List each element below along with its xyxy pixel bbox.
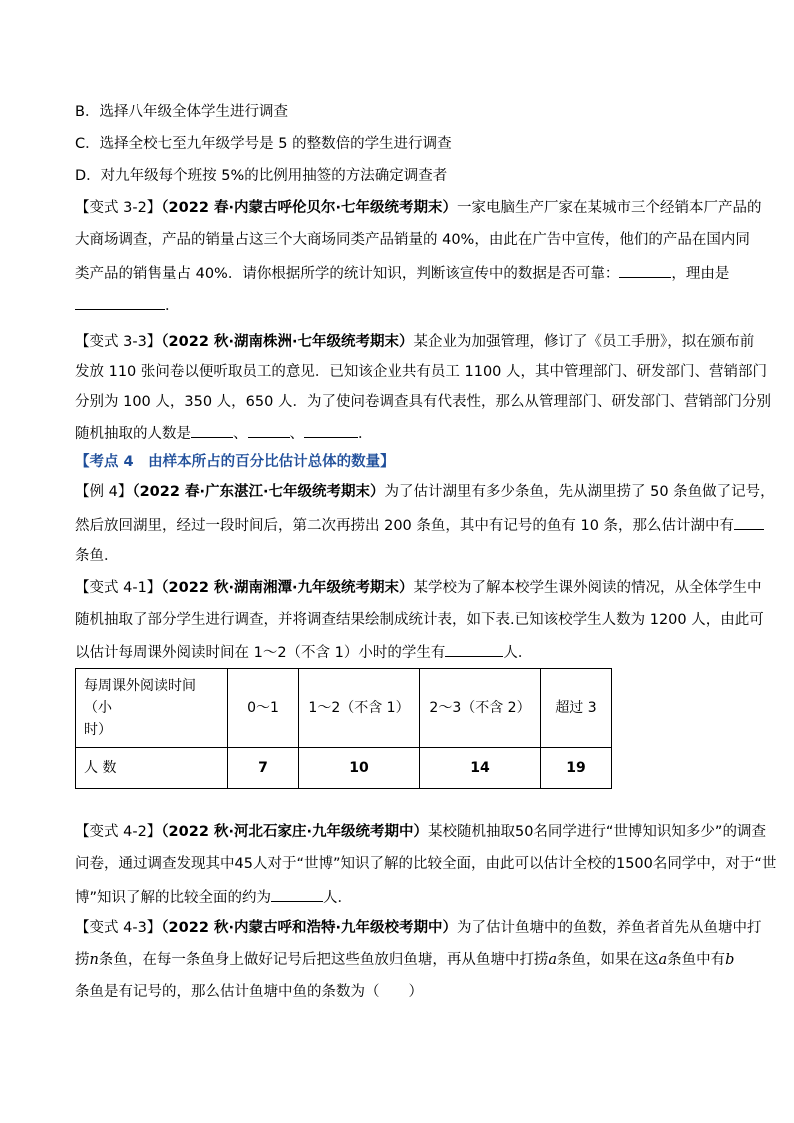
answer-blank[interactable] <box>734 514 764 530</box>
variant-4-2-line-1: 【变式 4-2】（2022 秋·河北石家庄·九年级统考期中）某校随机抽取50名同学进行“世博知识知多少”的调查 <box>75 824 766 840</box>
example-label: 【例 4】 <box>75 484 133 500</box>
source: （2022 秋·湖南株洲·七年级统考期末） <box>161 334 414 350</box>
reading-time-table <box>75 668 612 789</box>
answer-blank[interactable] <box>445 641 503 657</box>
variant-4-3-line-2: 捞n条鱼，在每一条鱼身上做好记号后把这些鱼放归鱼塘，再从鱼塘中打捞a条鱼，如果在这a条鱼中有b <box>75 952 735 968</box>
variant-4-2-line-3: 博”知识了解的比较全面的约为 人． <box>75 886 352 906</box>
variant-3-3-line-4: 随机抽取的人数是 、 、 ． <box>75 422 373 442</box>
table-cell: 7 <box>228 748 299 789</box>
variant-4-1-line-3: 以估计每周课外阅读时间在 1～2（不含 1）小时的学生有 人． <box>75 641 532 661</box>
source: （2022 春·内蒙古呼伦贝尔·七年级统考期末） <box>161 200 457 216</box>
variant-3-2-line-4: ． <box>75 294 180 314</box>
example-4-line-2: 然后放回湖里，经过一段时间后，第二次再捞出 200 条鱼，其中有记号的鱼有 10 条，那么估计湖中有 <box>75 514 764 534</box>
variant-3-3-line-3: 分别为 100 人，350 人，650 人．为了使问卷调查具有代表性，那么从管理部门、研发部门、营销部门分别 <box>75 394 771 410</box>
example-4-line-1: 【例 4】（2022 春·广东湛江·七年级统考期末）为了估计湖里有多少条鱼，先从湖里捞了 50 条鱼做了记号， <box>75 484 775 500</box>
variant-4-1-line-2: 随机抽取了部分学生进行调查，并将调查结果绘制成统计表，如下表.已知该校学生人数为 1200 人，由此可 <box>75 612 764 628</box>
table-cell: 14 <box>420 748 541 789</box>
source: （2022 秋·湖南湘潭·九年级统考期末） <box>161 580 414 596</box>
variant-3-3-line-2: 发放 110 张问卷以便听取员工的意见．已知该企业共有员工 1100 人，其中管理部门、研发部门、营销部门 <box>75 364 768 380</box>
variant-label: 【变式 4-1】 <box>75 580 162 596</box>
variant-4-2-line-2: 问卷，通过调查发现其中45人对于“世博”知识了解的比较全面，由此可以估计全校的1500名同学中，对于“世 <box>75 856 777 872</box>
answer-blank[interactable] <box>248 422 290 438</box>
table-column-header: 1～2（不含 1） <box>299 669 420 748</box>
variant-label: 【变式 3-2】 <box>75 200 162 216</box>
variant-label: 【变式 3-3】 <box>75 334 162 350</box>
answer-blank[interactable] <box>191 422 233 438</box>
option-d: D．对九年级每个班按 5%的比例用抽签的方法确定调查者 <box>75 168 448 184</box>
variant-4-3-line-3: 条鱼是有记号的，那么估计鱼塘中鱼的条数为（ ） <box>75 984 423 1000</box>
variant-label: 【变式 4-3】 <box>75 920 162 936</box>
example-4-line-3: 条鱼． <box>75 548 119 564</box>
variable-b: b <box>725 952 735 968</box>
option-b: B．选择八年级全体学生进行调查 <box>75 104 288 120</box>
source: （2022 秋·河北石家庄·九年级统考期中） <box>161 824 428 840</box>
variant-4-1-line-1: 【变式 4-1】（2022 秋·湖南湘潭·九年级统考期末）某学校为了解本校学生课外阅读的情况，从全体学生中 <box>75 580 762 596</box>
table-cell: 19 <box>541 748 612 789</box>
section-heading: 【考点 4 由样本所占的百分比估计总体的数量】 <box>75 454 395 470</box>
variable-n: n <box>89 952 99 968</box>
table-column-header: 2～3（不含 2） <box>420 669 541 748</box>
table-row-label: 人 数 <box>76 748 228 789</box>
table-column-header: 0～1 <box>228 669 299 748</box>
variant-label: 【变式 4-2】 <box>75 824 162 840</box>
table-row <box>76 669 612 748</box>
table-row <box>76 748 612 789</box>
variant-3-2-line-2: 大商场调查，产品的销量占这三个大商场同类产品销量的 40%，由此在广告中宣传，他们的产品在国内同 <box>75 232 750 248</box>
source: （2022 春·广东湛江·七年级统考期末） <box>132 484 385 500</box>
variant-4-3-line-1: 【变式 4-3】（2022 秋·内蒙古呼和浩特·九年级校考期中）为了估计鱼塘中的鱼数，养鱼者首先从鱼塘中打 <box>75 920 762 936</box>
variant-3-2-line-3: 类产品的销售量占 40%．请你根据所学的统计知识，判断该宣传中的数据是否可靠： ，理由是 <box>75 262 729 282</box>
table-cell: 10 <box>299 748 420 789</box>
answer-blank[interactable] <box>75 294 165 310</box>
answer-blank[interactable] <box>271 886 323 902</box>
answer-blank[interactable] <box>619 262 671 278</box>
table-header-label: 每周课外阅读时间（小 时） <box>76 669 228 748</box>
source: （2022 秋·内蒙古呼和浩特·九年级校考期中） <box>161 920 457 936</box>
variant-3-2-line-1: 【变式 3-2】（2022 春·内蒙古呼伦贝尔·七年级统考期末）一家电脑生产厂家在某城市三个经销本厂产品的 <box>75 200 762 216</box>
option-c: C．选择全校七至九年级学号是 5 的整数倍的学生进行调查 <box>75 136 452 152</box>
variable-a: a <box>548 952 557 968</box>
variant-3-3-line-1: 【变式 3-3】（2022 秋·湖南株洲·七年级统考期末）某企业为加强管理，修订了《员工手册》，拟在颁布前 <box>75 334 755 350</box>
variable-a: a <box>658 952 668 968</box>
table-column-header: 超过 3 <box>541 669 612 748</box>
answer-blank[interactable] <box>304 422 358 438</box>
